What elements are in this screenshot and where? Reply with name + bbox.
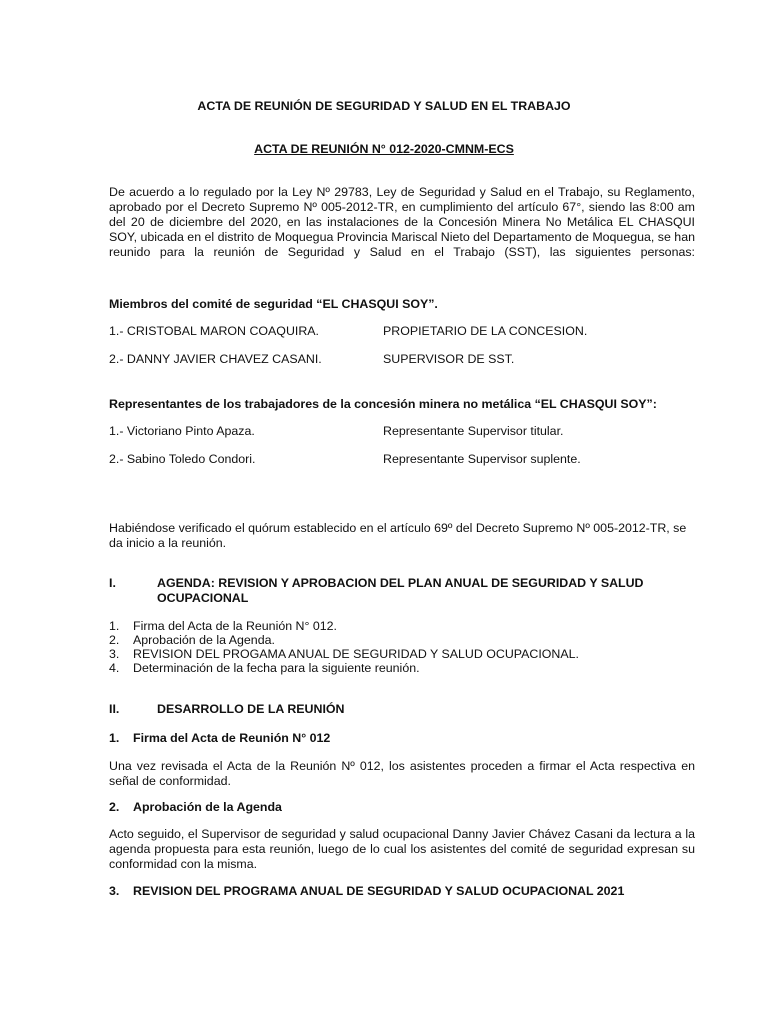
subsection-1-text: Una vez revisada el Acta de la Reunión Nº 012, los asistentes proceden a firmar el Acta respectiva en señal de conformidad. (109, 759, 695, 788)
subsection-1-title: Firma del Acta de Reunión N° 012 (133, 731, 331, 745)
committee-member-row (109, 352, 669, 368)
main-title: ACTA DE REUNIÓN DE SEGURIDAD Y SALUD EN EL TRABAJO (197, 99, 571, 113)
committee-member-row (109, 324, 669, 340)
acta-number: ACTA DE REUNIÓN N° 012-2020-CMNM-ECS (254, 142, 514, 156)
rep-role: Representante Supervisor suplente. (383, 452, 581, 466)
rep-name: 2.- Sabino Toledo Condori. (109, 452, 256, 466)
member-name: 1.- CRISTOBAL MARON COAQUIRA. (109, 324, 319, 338)
worker-rep-row (109, 424, 669, 440)
member-role: SUPERVISOR DE SST. (383, 352, 515, 366)
subsection-3-number: 3. (109, 884, 120, 898)
subsection-2-number: 2. (109, 800, 120, 814)
agenda-list (109, 619, 579, 675)
workers-heading: Representantes de los trabajadores de la concesión minera no metálica “EL CHASQUI SOY”: (109, 397, 657, 411)
subsection-2-title: Aprobación de la Agenda (133, 800, 282, 814)
member-name: 2.- DANNY JAVIER CHAVEZ CASANI. (109, 352, 322, 366)
section-1-title-line1: AGENDA: REVISION Y APROBACION DEL PLAN ANUAL DE SEGURIDAD Y SALUD (157, 576, 644, 590)
rep-name: 1.- Victoriano Pinto Apaza. (109, 424, 255, 438)
quorum-paragraph: Habiéndose verificado el quórum establecido en el artículo 69º del Decreto Supremo Nº 005-2012-TR, se da inicio a la reunión. (109, 521, 687, 550)
committee-heading: Miembros del comité de seguridad “EL CHASQUI SOY”. (109, 297, 438, 311)
agenda-item: 3. REVISION DEL PROGAMA ANUAL DE SEGURIDAD Y SALUD OCUPACIONAL. (109, 647, 579, 661)
intro-paragraph: De acuerdo a lo regulado por la Ley Nº 29783, Ley de Seguridad y Salud en el Trabajo, su Reglamento, aprobado por el Decreto Supremo Nº 005-2012-TR, en cumplimiento del artículo 67°, siendo las 8:00 am del 20 de diciembre del 2020, en las instalaciones de la Concesión Minera No Metálica EL CHASQUI SOY, ubicada en el distrito de Moquegua Provincia Mariscal Nieto del Departamento de Moquegua, se han reunido para la reunión de Seguridad y Salud en el Trabajo (SST), las siguientes personas: (109, 185, 695, 259)
section-1-title-line2: OCUPACIONAL (157, 591, 249, 605)
subsection-2-text: Acto seguido, el Supervisor de seguridad y salud ocupacional Danny Javier Chávez Casani da lectura a la agenda propuesta para esta reunión, luego de lo cual los asistentes del comité de seguridad expresan su conformidad con la misma. (109, 827, 695, 871)
section-2-number: II. (109, 702, 120, 716)
agenda-item: 4. Determinación de la fecha para la siguiente reunión. (109, 661, 420, 675)
agenda-item: 2. Aprobación de la Agenda. (109, 633, 275, 647)
agenda-item: 1. Firma del Acta de la Reunión N° 012. (109, 619, 338, 633)
member-role: PROPIETARIO DE LA CONCESION. (383, 324, 588, 338)
worker-rep-row (109, 452, 669, 468)
subsection-1-number: 1. (109, 731, 120, 745)
rep-role: Representante Supervisor titular. (383, 424, 564, 438)
section-2-title: DESARROLLO DE LA REUNIÓN (157, 702, 345, 716)
section-1-number: I. (109, 576, 116, 590)
subsection-3-title: REVISION DEL PROGRAMA ANUAL DE SEGURIDAD Y SALUD OCUPACIONAL 2021 (133, 884, 625, 898)
